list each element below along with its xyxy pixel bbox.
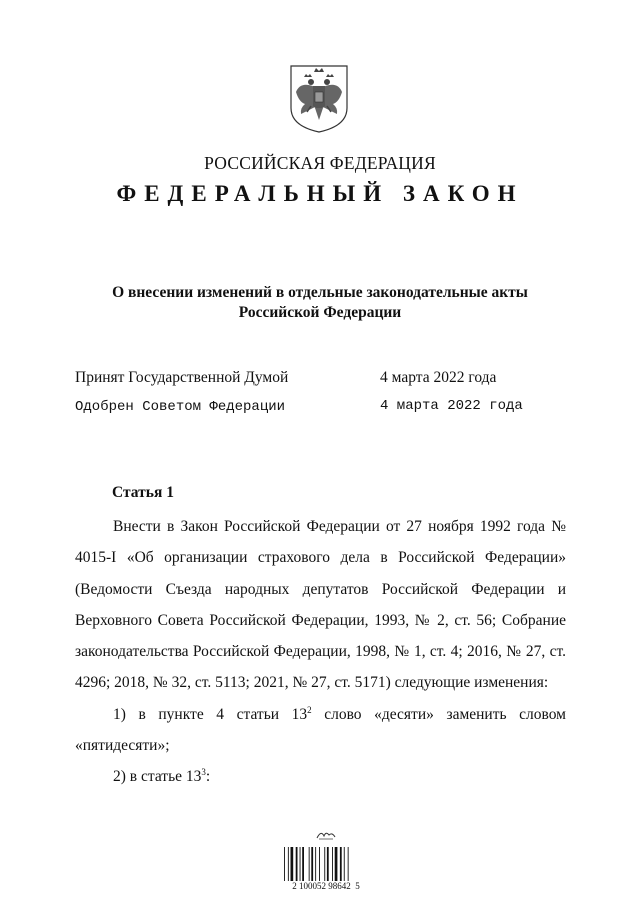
item-2-superscript: 3 [201, 767, 206, 778]
article-paragraph: Внести в Закон Российской Федерации от 27 ноября 1992 года № 4015-I «Об организации страхового дела в Российской Федерации» (Ведомости Съезда народных депутатов Российской Федерации и Верховного Совета Российской Федерации, 1993, № 2, ст. 56; Собрание законодательства Российской Федерации, 1998, № 1, ст. 4; 2016, № 27, ст. 4296; 2018, № 32, ст. 5113; 2021, № 27, ст. 5171) следующие изменения: [75, 518, 566, 692]
article-body [75, 511, 566, 793]
russian-coat-of-arms-icon [287, 62, 351, 134]
law-title-line-2: Российской Федерации [238, 304, 402, 321]
item-1-text: 1) в пункте 4 статьи 13 [113, 705, 308, 723]
item-2-text-continued: : [205, 768, 211, 786]
approved-by-federation-council-date: 4 марта 2022 года [380, 398, 523, 414]
law-title [60, 283, 580, 323]
barcode-number: 2 100052 98642 5 [292, 881, 360, 891]
item-1-text-continued: слово «десяти» заменить словом «пятидесяти»; [75, 705, 566, 755]
adopted-by-duma-date: 4 марта 2022 года [380, 369, 497, 386]
signature-mark-icon [315, 828, 337, 840]
item-1-superscript: 2 [307, 704, 312, 715]
article-item-1 [75, 699, 566, 762]
article-heading: Статья 1 [112, 484, 174, 501]
approved-by-federation-council-label: Одобрен Советом Федерации [75, 399, 286, 415]
barcode-block [283, 828, 369, 891]
barcode-icon [283, 847, 369, 881]
article-item-2 [75, 761, 566, 792]
law-title-line-1: О внесении изменений в отдельные законодательные акты [112, 284, 528, 301]
country-name: РОССИЙСКАЯ ФЕДЕРАЦИЯ [204, 153, 436, 173]
adopted-by-duma-label: Принят Государственной Думой [75, 369, 289, 386]
document-type: ФЕДЕРАЛЬНЫЙ ЗАКОН [116, 181, 524, 206]
item-2-text: 2) в статье 13 [113, 768, 202, 786]
